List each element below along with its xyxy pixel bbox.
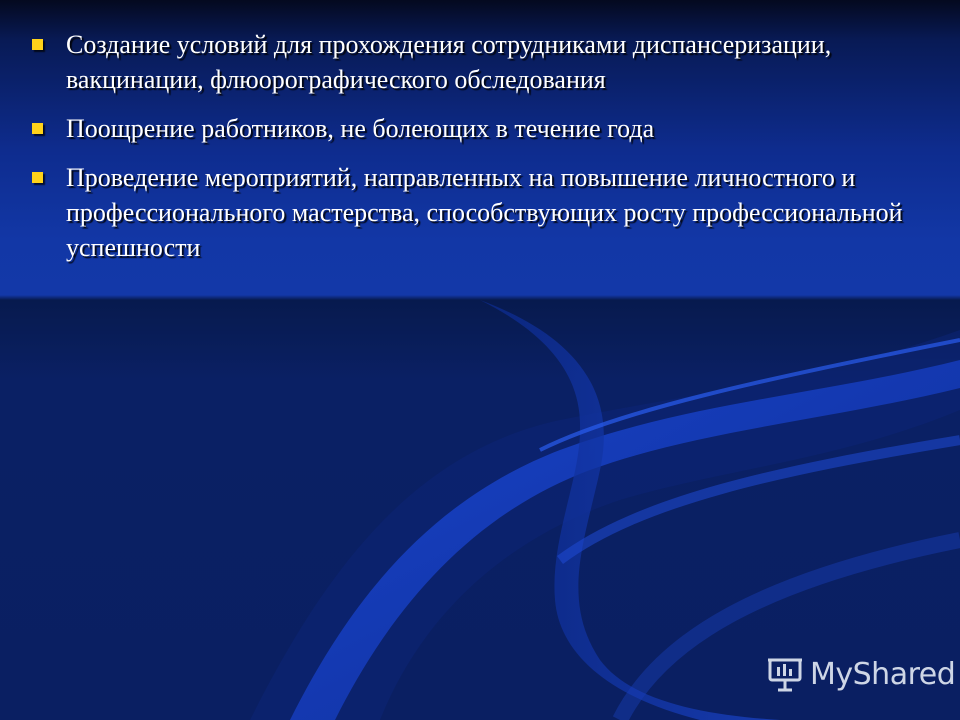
bullet-item: [30, 27, 935, 97]
bullet-item: [30, 111, 935, 146]
bullet-item: [30, 160, 935, 265]
bullet-square-icon: [32, 123, 43, 134]
bullet-text: Поощрение работников, не болеющих в течение года: [66, 114, 655, 143]
watermark-text: MyShared: [810, 656, 956, 692]
bullet-square-icon: [32, 172, 43, 183]
bullet-text: Создание условий для прохождения сотрудниками диспансеризации, вакцинации, флюорографического обследования: [66, 30, 832, 94]
myshared-watermark: [766, 654, 955, 694]
bullet-list: [30, 27, 935, 279]
presentation-board-icon: [766, 655, 804, 693]
bullet-text: Проведение мероприятий, направленных на повышение личностного и профессионального мастерства, способствующих росту профессиональной успешности: [66, 163, 903, 262]
bullet-square-icon: [32, 39, 43, 50]
